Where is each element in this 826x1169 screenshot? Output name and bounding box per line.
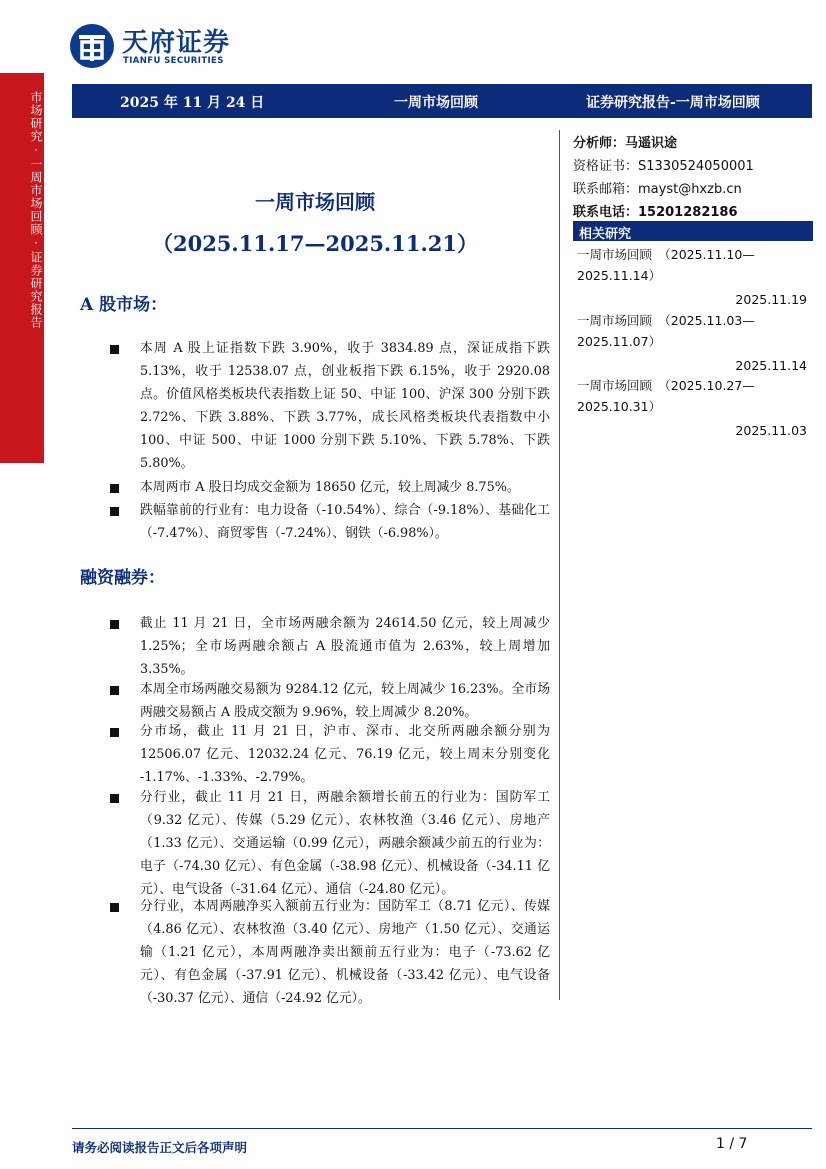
related-item[interactable] (577, 245, 807, 307)
related-item-date: 2025.11.03 (735, 423, 807, 438)
analyst-phone: 联系电话：15201282186 (573, 205, 738, 220)
report-name: 一周市场回顾 (394, 95, 478, 111)
list-item: 截止 11 月 21 日，全市场两融余额为 24614.50 亿元，较上周减少 1.25%；全市场两融余额占 A 股流通市值为 2.63%，较上周增加 3.35%。 (140, 616, 551, 677)
related-item-date: 2025.11.14 (735, 358, 807, 373)
page-number: 1 / 7 (716, 1136, 748, 1152)
related-item-line2: 2025.11.14） (577, 268, 662, 283)
related-item-date: 2025.11.19 (735, 292, 807, 307)
column-divider (559, 130, 560, 1000)
page-subtitle: （2025.11.17—2025.11.21） (151, 231, 479, 256)
bullet-icon (110, 484, 119, 493)
side-banner-text: 市场研究·一周市场回顾·证券研究报告 (29, 91, 43, 329)
company-logo (68, 18, 258, 68)
side-banner (0, 73, 44, 463)
related-item-line1: 一周市场回顾 （2025.11.10— (577, 247, 755, 262)
list-item: 分行业，截止 11 月 21 日，两融余额增长前五的行业为：国防军工（9.32 亿元）、传媒（5.29 亿元）、农林牧渔（3.46 亿元）、房地产（1.33 亿元）、交通运输（0.99 亿元），两融余额减少前五的行业为：电子（-74.30 亿元）、有色金属（-38.98 亿元）、机械设备（-34.11 亿元）、电气设备（-31.64 亿元）、通信（-24.80 亿元）。 (140, 790, 550, 897)
bullet-icon (110, 903, 119, 912)
footer-divider (72, 1128, 812, 1129)
list-item: 本周两市 A 股日均成交金额为 18650 亿元，较上周减少 8.75%。 (140, 480, 520, 495)
related-item-line2: 2025.10.31） (577, 399, 662, 414)
related-item[interactable] (577, 376, 807, 438)
header-band (72, 84, 812, 118)
analyst-cert: 资格证书：S1330524050001 (573, 159, 754, 174)
bullet-icon (110, 686, 119, 695)
related-item-line2: 2025.11.07） (577, 334, 662, 349)
analyst-name: 分析师：马遥识途 (573, 136, 678, 151)
logo-chinese-name: 天府证券 (122, 28, 231, 58)
page-title: 一周市场回顾 (255, 190, 375, 214)
report-type: 证券研究报告-一周市场回顾 (586, 95, 760, 111)
bullet-icon (110, 345, 119, 354)
logo-english-name: TIANFU SECURITIES (123, 56, 224, 66)
list-item: 跌幅靠前的行业有：电力设备（-10.54%）、综合（-9.18%）、基础化工（-7.47%）、商贸零售（-7.24%）、钢铁（-6.98%）。 (140, 503, 550, 541)
related-item[interactable] (577, 311, 807, 373)
bullet-icon (110, 728, 119, 737)
analyst-email: 联系邮箱：mayst@hxzb.cn (573, 182, 742, 197)
bullet-icon (110, 620, 119, 629)
list-item: 分市场，截止 11 月 21 日，沪市、深市、北交所两融余额分别为 12506.07 亿元、12032.24 亿元、76.19 亿元，较上周末分别变化 -1.17%、-1.33%、-2.79%。 (140, 724, 550, 785)
report-date: 2025 年 11 月 24 日 (120, 95, 265, 111)
section-heading-margin: 融资融券： (80, 568, 165, 588)
related-research-title: 相关研究 (579, 227, 632, 242)
footer-disclaimer[interactable]: 请务必阅读报告正文后各项声明 (72, 1140, 248, 1155)
related-item-line1: 一周市场回顾 （2025.10.27— (577, 378, 755, 393)
tianfu-logo-icon (68, 22, 116, 70)
bullet-icon (110, 507, 119, 516)
bullet-icon (110, 794, 119, 803)
list-item: 分行业，本周两融净买入额前五行业为：国防军工（8.71 亿元）、传媒（4.86 亿元）、农林牧渔（3.40 亿元）、房地产（1.50 亿元）、交通运输（1.21 亿元），本周两融净卖出额前五行业为：电子（-73.62 亿元）、有色金属（-37.91 亿元）、机械设备（-33.42 亿元）、电气设备（-30.37 亿元）、通信（-24.92 亿元）。 (140, 899, 550, 1006)
section-heading-a-share: A 股市场： (80, 295, 168, 315)
list-item: 本周 A 股上证指数下跌 3.90%，收于 3834.89 点，深证成指下跌 5.13%，收于 12538.07 点，创业板指下跌 6.15%，收于 2920.08 点。价值风格类板块代表指数上证 50、中证 100、沪深 300 分别下跌 2.72%、下跌 3.88%、下跌 3.77%，成长风格类板块代表指数中小 100、中证 500、中证 1000 分别下跌 5.10%、下跌 5.78%、下跌 5.80%。 (140, 341, 550, 471)
list-item: 本周全市场两融交易额为 9284.12 亿元，较上周减少 16.23%。全市场两融交易额占 A 股成交额为 9.96%，较上周减少 8.20%。 (140, 682, 550, 720)
related-item-line1: 一周市场回顾 （2025.11.03— (577, 313, 755, 328)
related-research-header (573, 221, 813, 241)
